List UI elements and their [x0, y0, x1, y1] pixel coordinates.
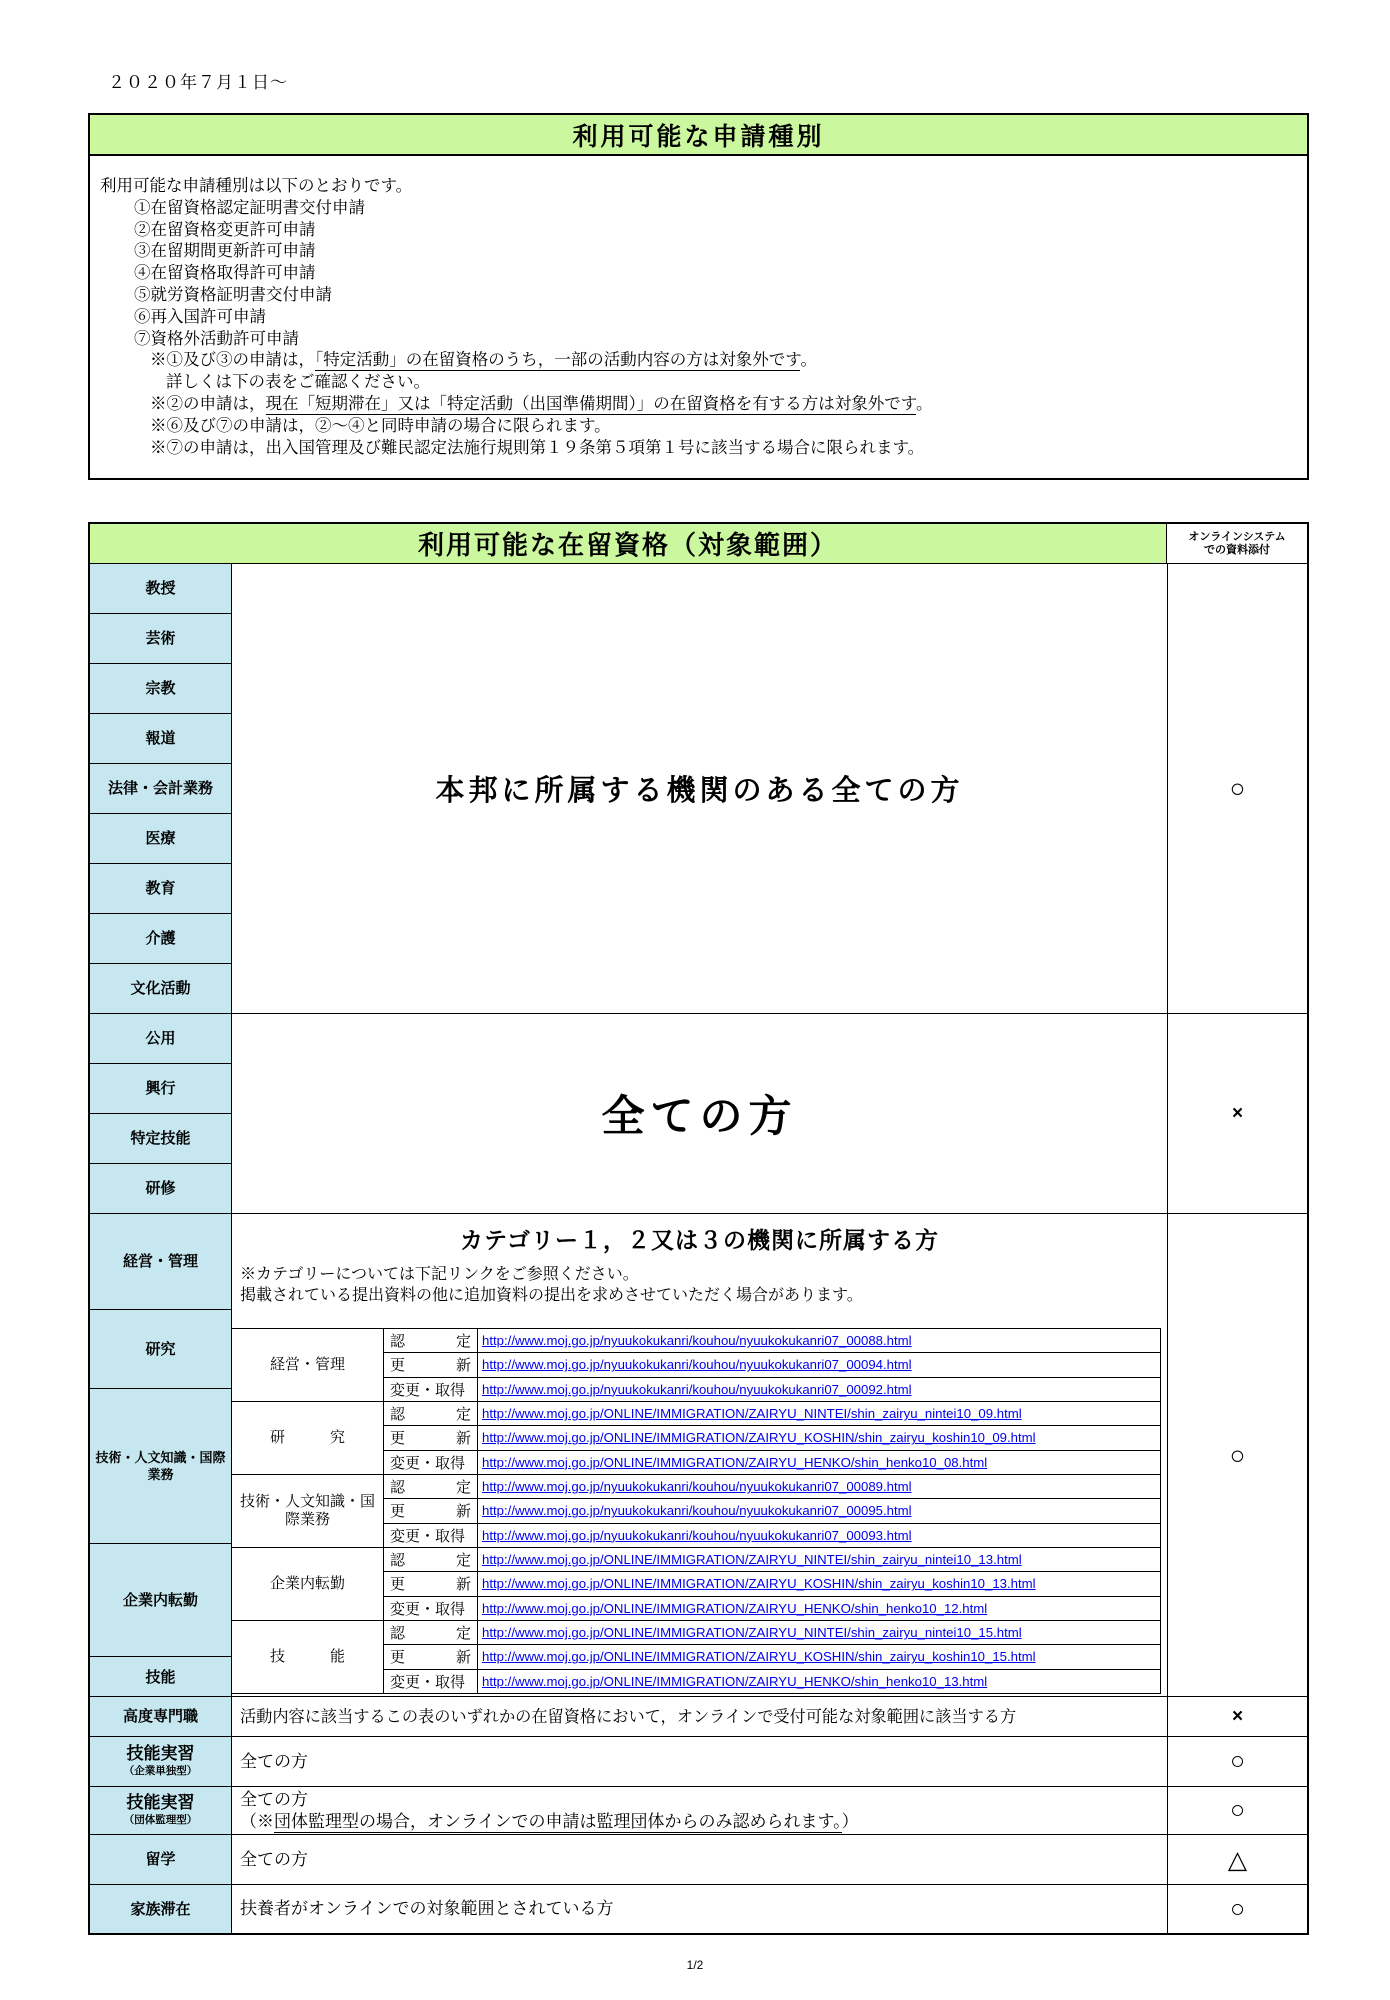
- link-type-label: 変更・取得: [384, 1451, 478, 1474]
- link-table-row: [384, 1499, 1160, 1523]
- label-char: 更: [390, 1357, 406, 1375]
- label-char: 認: [390, 1406, 406, 1424]
- link-url-cell: [478, 1597, 1160, 1620]
- plain-text: ※①及び③の申請は，: [150, 351, 315, 370]
- procedure-link[interactable]: http://www.moj.go.jp/nyuukokukanri/kouhou/nyuukokukanri07_00088.html: [482, 1333, 912, 1349]
- link-group-label: 企業内転勤: [232, 1548, 384, 1620]
- scope-description-cell: [232, 1737, 1167, 1786]
- scope-description-line: [240, 1811, 1167, 1833]
- eligibility-table-body: [90, 564, 1307, 1933]
- link-rows: [384, 1402, 1160, 1474]
- link-url-cell: [478, 1475, 1160, 1498]
- attachment-header-line1: オンラインシステム: [1188, 530, 1286, 543]
- link-table-row: [384, 1378, 1160, 1401]
- link-url-cell: [478, 1329, 1160, 1352]
- label-char: 技: [269, 1648, 285, 1665]
- link-type-label: [384, 1645, 478, 1668]
- application-type-item: ⑤就労資格証明書交付申請: [134, 285, 332, 304]
- status-label-cell: 宗教: [90, 664, 231, 714]
- label-char: 定: [455, 1333, 471, 1351]
- scope-description: 本邦に所属する機関のある全ての方: [435, 775, 964, 807]
- link-type-label: [384, 1353, 478, 1376]
- label-char: 定: [455, 1625, 471, 1643]
- eligibility-group-category: [90, 1214, 1307, 1697]
- label-char: 更: [390, 1430, 406, 1448]
- link-table-row: [384, 1524, 1160, 1547]
- plain-text: 扶養者がオンラインでの対象範囲とされている方: [240, 1899, 614, 1918]
- attachment-symbol: ○: [1167, 1214, 1307, 1696]
- plain-text: ）: [841, 1811, 859, 1831]
- status-label-cell: 法律・会計業務: [90, 764, 231, 814]
- status-label-cell: 教育: [90, 864, 231, 914]
- procedure-link[interactable]: http://www.moj.go.jp/ONLINE/IMMIGRATION/ZAIRYU_KOSHIN/shin_zairyu_koshin10_09.html: [482, 1430, 1036, 1446]
- link-rows: [384, 1329, 1160, 1401]
- category-scope-cell: [232, 1214, 1167, 1696]
- link-table-row: [384, 1572, 1160, 1596]
- attachment-header-line2: での資料添付: [1204, 543, 1270, 556]
- label-char: 認: [390, 1625, 406, 1643]
- link-rows: [384, 1548, 1160, 1620]
- scope-description-line: [240, 1706, 1167, 1728]
- page-number: 1/2: [686, 1958, 704, 1972]
- category-note-line: ※カテゴリーについては下記リンクをご参照ください。: [240, 1266, 639, 1283]
- link-rows: [384, 1475, 1160, 1547]
- link-type-label: 変更・取得: [384, 1524, 478, 1547]
- procedure-link[interactable]: http://www.moj.go.jp/ONLINE/IMMIGRATION/ZAIRYU_HENKO/shin_henko10_08.html: [482, 1454, 988, 1470]
- procedure-link[interactable]: http://www.moj.go.jp/ONLINE/IMMIGRATION/ZAIRYU_KOSHIN/shin_zairyu_koshin10_15.html: [482, 1649, 1036, 1665]
- link-table-row: [384, 1329, 1160, 1353]
- link-table-row: [384, 1402, 1160, 1426]
- attachment-symbol: ×: [1167, 1697, 1307, 1736]
- status-labels-column: [90, 1214, 232, 1696]
- plain-text: 詳しくは下の表をご確認ください。: [166, 373, 430, 392]
- link-table-row: [384, 1475, 1160, 1499]
- status-label: 技能実習: [126, 1744, 195, 1763]
- underlined-text: 現在「短期滞在」又は「特定活動（出国準備期間）」の在留資格を有する方は対象外です: [265, 394, 916, 413]
- link-url-cell: [478, 1670, 1160, 1693]
- eligibility-table-title: 利用可能な在留資格（対象範囲）: [90, 524, 1167, 563]
- plain-text: 全ての方: [240, 1751, 308, 1771]
- underlined-text: 団体監理型の場合，オンラインでの申請は監理団体からのみ認められます。: [274, 1811, 842, 1831]
- link-url-cell: [478, 1645, 1160, 1668]
- procedure-link[interactable]: http://www.moj.go.jp/ONLINE/IMMIGRATION/ZAIRYU_NINTEI/shin_zairyu_nintei10_13.html: [482, 1552, 1022, 1568]
- status-label-cell: 芸術: [90, 614, 231, 664]
- status-label-sub: （団体監理型）: [123, 1814, 198, 1826]
- status-label-cell: [90, 1885, 232, 1933]
- attachment-symbol: ○: [1167, 1885, 1307, 1933]
- link-type-label: [384, 1426, 478, 1449]
- scope-description-cell: [232, 1787, 1167, 1834]
- label-char: 新: [455, 1357, 471, 1375]
- table-row: [90, 1787, 1307, 1835]
- label-char: 究: [330, 1429, 346, 1446]
- link-url-cell: [478, 1548, 1160, 1571]
- link-group-label: 技術・人文知識・国際業務: [232, 1475, 384, 1547]
- link-type-label: [384, 1499, 478, 1522]
- procedure-link-table: [232, 1328, 1161, 1694]
- note-line: [150, 350, 1295, 372]
- plain-text: （※: [240, 1811, 274, 1831]
- eligibility-table-header: [90, 524, 1307, 564]
- category-note-line: 掲載されている提出資料の他に追加資料の提出を求めさせていただく場合があります。: [240, 1287, 863, 1304]
- link-type-label: [384, 1621, 478, 1644]
- link-type-label: [384, 1329, 478, 1352]
- link-url-cell: [478, 1426, 1160, 1449]
- label-char: 新: [455, 1503, 471, 1521]
- note-line: [150, 394, 1295, 416]
- scope-description-cell: [232, 1835, 1167, 1884]
- table-row: [90, 1835, 1307, 1885]
- scope-description-cell: [232, 1697, 1167, 1736]
- label-char: 能: [330, 1648, 346, 1665]
- status-label-cell: 介護: [90, 914, 231, 964]
- label-char: 定: [455, 1406, 471, 1424]
- status-labels-column: [90, 1014, 232, 1213]
- application-type-item: ②在留資格変更許可申請: [134, 220, 316, 239]
- link-group-label: [232, 1402, 384, 1474]
- procedure-link[interactable]: http://www.moj.go.jp/ONLINE/IMMIGRATION/ZAIRYU_NINTEI/shin_zairyu_nintei10_09.html: [482, 1406, 1022, 1422]
- status-label-cell: [90, 1835, 232, 1884]
- status-label: 技能実習: [126, 1793, 195, 1812]
- link-group: [232, 1402, 1160, 1475]
- plain-text: ※⑦の申請は，出入国管理及び難民認定法施行規則第１９条第５項第１号に該当する場合に限られます。: [150, 438, 925, 457]
- scope-description-line: [240, 1751, 1167, 1773]
- plain-text: ※⑥及び⑦の申請は，②～④と同時申請の場合に限られます。: [150, 416, 611, 435]
- link-group: [232, 1548, 1160, 1621]
- status-label-cell: 医療: [90, 814, 231, 864]
- application-type-item: ⑥再入国許可申請: [134, 307, 266, 326]
- link-rows: [384, 1621, 1160, 1693]
- label-char: 更: [390, 1576, 406, 1594]
- status-label-cell: [90, 1787, 232, 1834]
- procedure-link[interactable]: http://www.moj.go.jp/nyuukokukanri/kouhou/nyuukokukanri07_00089.html: [482, 1479, 912, 1495]
- status-label-cell: 経営・管理: [90, 1214, 231, 1310]
- link-table-row: [384, 1645, 1160, 1669]
- procedure-link[interactable]: http://www.moj.go.jp/nyuukokukanri/kouhou/nyuukokukanri07_00092.html: [482, 1381, 912, 1397]
- label-char: 定: [455, 1479, 471, 1497]
- procedure-link[interactable]: http://www.moj.go.jp/ONLINE/IMMIGRATION/ZAIRYU_KOSHIN/shin_zairyu_koshin10_13.html: [482, 1576, 1036, 1592]
- label-char: 定: [455, 1552, 471, 1570]
- table-row: [90, 1697, 1307, 1737]
- application-types-intro: 利用可能な申請種別は以下のとおりです。: [100, 177, 413, 195]
- link-type-label: 変更・取得: [384, 1378, 478, 1401]
- procedure-link[interactable]: http://www.moj.go.jp/nyuukokukanri/kouhou/nyuukokukanri07_00094.html: [482, 1357, 912, 1373]
- link-group: [232, 1621, 1160, 1693]
- note-line: [150, 438, 1295, 460]
- link-table-row: [384, 1548, 1160, 1572]
- application-types-body: [90, 156, 1307, 459]
- scope-description-line: [240, 1789, 1167, 1811]
- application-type-item: ③在留期間更新許可申請: [134, 242, 316, 261]
- status-labels-column: [90, 564, 232, 1013]
- application-types-box: [88, 113, 1309, 480]
- link-table-row: [384, 1353, 1160, 1377]
- procedure-link[interactable]: http://www.moj.go.jp/ONLINE/IMMIGRATION/ZAIRYU_HENKO/shin_henko10_12.html: [482, 1600, 988, 1616]
- table-row: [90, 1885, 1307, 1933]
- label-char: 更: [390, 1503, 406, 1521]
- status-label-cell: 興行: [90, 1064, 231, 1114]
- label-char: 研: [269, 1429, 285, 1446]
- scope-description-line: [240, 1898, 1167, 1920]
- link-type-label: 変更・取得: [384, 1597, 478, 1620]
- status-label-cell: [90, 1697, 232, 1736]
- label-char: 更: [390, 1649, 406, 1667]
- link-url-cell: [478, 1378, 1160, 1401]
- application-type-item: ①在留資格認定証明書交付申請: [134, 198, 365, 217]
- scope-description-line: [240, 1849, 1167, 1871]
- label-char: 新: [455, 1649, 471, 1667]
- link-group-label: 経営・管理: [232, 1329, 384, 1401]
- attachment-symbol: ○: [1167, 564, 1307, 1013]
- status-label-cell: 企業内転勤: [90, 1544, 231, 1657]
- attachment-symbol: ○: [1167, 1787, 1307, 1834]
- application-type-item: ④在留資格取得許可申請: [134, 264, 316, 283]
- plain-text: 。: [915, 394, 933, 413]
- status-label-cell: 研修: [145, 1180, 176, 1197]
- link-table-row: [384, 1670, 1160, 1693]
- link-url-cell: [478, 1451, 1160, 1474]
- status-label-cell: 公用: [90, 1014, 231, 1064]
- scope-description-cell: [232, 1014, 1167, 1213]
- link-url-cell: [478, 1572, 1160, 1595]
- underlined-text: 「特定活動」の在留資格のうち，一部の活動内容の方は対象外です: [315, 351, 801, 370]
- link-type-label: 変更・取得: [384, 1670, 478, 1693]
- status-label-cell: 研究: [90, 1310, 231, 1389]
- link-group: [232, 1475, 1160, 1548]
- label-char: 認: [390, 1479, 406, 1497]
- procedure-link[interactable]: http://www.moj.go.jp/ONLINE/IMMIGRATION/ZAIRYU_NINTEI/shin_zairyu_nintei10_15.html: [482, 1625, 1022, 1641]
- scope-description: 全ての方: [601, 1093, 798, 1141]
- scope-description-cell: [232, 1885, 1167, 1933]
- scope-description-cell: [232, 564, 1167, 1013]
- procedure-link[interactable]: http://www.moj.go.jp/nyuukokukanri/kouhou/nyuukokukanri07_00095.html: [482, 1503, 912, 1519]
- link-type-label: [384, 1548, 478, 1571]
- note-line: [150, 416, 1295, 438]
- link-url-cell: [478, 1353, 1160, 1376]
- link-url-cell: [478, 1621, 1160, 1644]
- link-group-label: [232, 1621, 384, 1693]
- status-label-cell: 教授: [90, 564, 231, 614]
- procedure-link[interactable]: http://www.moj.go.jp/nyuukokukanri/kouhou/nyuukokukanri07_00093.html: [482, 1527, 912, 1543]
- eligibility-group-everyone: [90, 1014, 1307, 1214]
- plain-text: 全ての方: [240, 1789, 308, 1809]
- procedure-link[interactable]: http://www.moj.go.jp/ONLINE/IMMIGRATION/ZAIRYU_HENKO/shin_henko10_13.html: [482, 1673, 988, 1689]
- plain-text: 活動内容に該当するこの表のいずれかの在留資格において，オンラインで受付可能な対象範囲に該当する方: [240, 1707, 1017, 1726]
- link-table-row: [384, 1451, 1160, 1474]
- link-table-row: [384, 1426, 1160, 1450]
- link-url-cell: [478, 1524, 1160, 1547]
- attachment-column-header: [1167, 524, 1307, 563]
- eligibility-table: [88, 522, 1309, 1935]
- link-url-cell: [478, 1402, 1160, 1425]
- status-label: 留学: [145, 1851, 176, 1868]
- application-types-notes: [100, 350, 1295, 459]
- eligibility-group-institution: [90, 564, 1307, 1014]
- label-char: 認: [390, 1552, 406, 1570]
- link-type-label: [384, 1402, 478, 1425]
- effective-date: ２０２０年７月１日～: [108, 73, 288, 92]
- category-notes: [240, 1264, 1167, 1306]
- plain-text: 。: [800, 351, 817, 370]
- attachment-symbol: △: [1167, 1835, 1307, 1884]
- label-char: 認: [390, 1333, 406, 1351]
- status-label-cell: 文化活動: [130, 980, 191, 997]
- attachment-symbol: ×: [1167, 1014, 1307, 1213]
- plain-text: ※②の申請は，: [150, 394, 266, 413]
- plain-text: 全ての方: [240, 1849, 308, 1869]
- label-char: 新: [455, 1576, 471, 1594]
- label-char: 新: [455, 1430, 471, 1448]
- status-label: 高度専門職: [122, 1708, 198, 1725]
- status-label-cell: [90, 1737, 232, 1786]
- attachment-symbol: ○: [1167, 1737, 1307, 1786]
- status-label-sub: （企業単独型）: [123, 1765, 198, 1777]
- application-type-item: ⑦資格外活動許可申請: [134, 329, 299, 348]
- table-row: [90, 1737, 1307, 1787]
- note-line: [166, 372, 1295, 394]
- application-types-list: [100, 198, 1295, 351]
- link-group: [232, 1329, 1160, 1402]
- link-url-cell: [478, 1499, 1160, 1522]
- status-label-cell: 特定技能: [90, 1114, 231, 1164]
- application-types-title: 利用可能な申請種別: [90, 115, 1307, 156]
- status-label-cell: 報道: [90, 714, 231, 764]
- category-header: カテゴリー１，２又は３の機関に所属する方: [459, 1227, 940, 1253]
- status-label-cell: 技術・人文知識・国際業務: [90, 1389, 231, 1544]
- link-table-row: [384, 1621, 1160, 1645]
- link-type-label: [384, 1572, 478, 1595]
- link-type-label: [384, 1475, 478, 1498]
- status-label-cell: 技能: [145, 1668, 176, 1686]
- link-table-row: [384, 1597, 1160, 1620]
- status-label: 家族滞在: [130, 1900, 191, 1918]
